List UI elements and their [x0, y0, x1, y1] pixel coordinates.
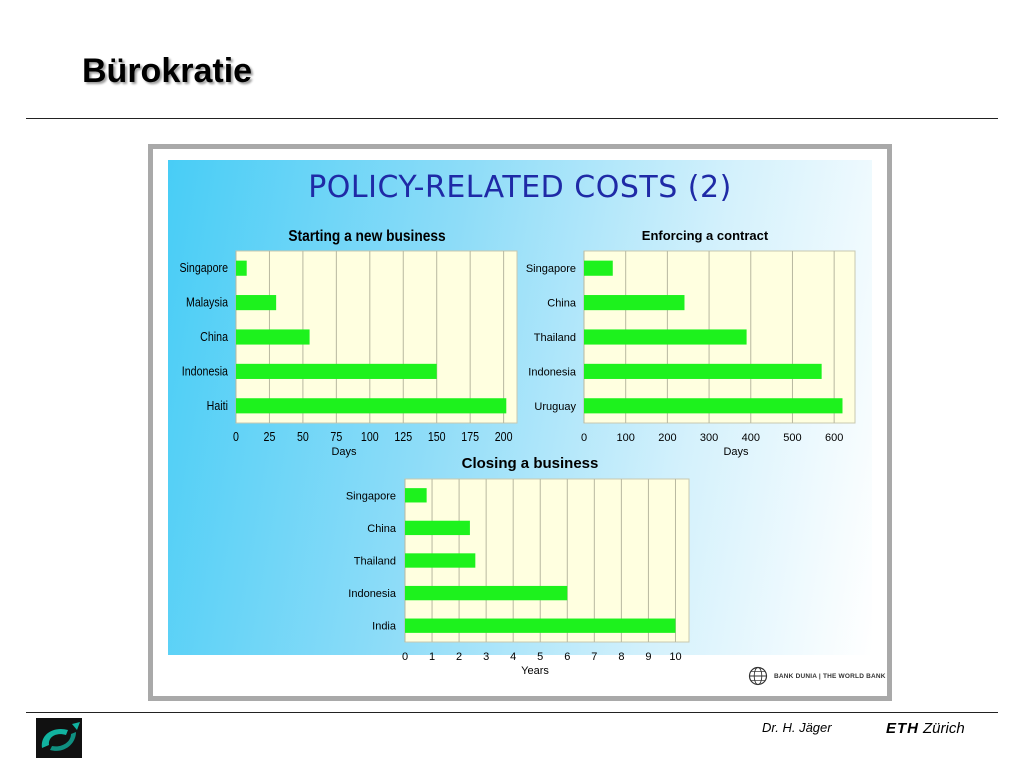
- eth-city: Zürich: [923, 720, 965, 737]
- bar: [236, 398, 506, 413]
- bar: [405, 488, 427, 502]
- category-label: Singapore: [179, 260, 229, 276]
- x-tick-label: 600: [824, 432, 844, 444]
- x-tick-label: 0: [401, 651, 409, 663]
- x-tick-label: 10: [669, 651, 682, 663]
- x-tick-label: 100: [360, 428, 379, 445]
- bar: [405, 521, 470, 535]
- bar: [584, 398, 842, 413]
- category-label: Indonesia: [348, 588, 396, 601]
- x-tick-label: 100: [616, 432, 635, 444]
- x-tick-label: 500: [783, 432, 802, 444]
- x-tick-label: 4: [510, 651, 517, 663]
- x-axis-label: Days: [331, 446, 357, 458]
- x-axis-label: Days: [723, 446, 749, 458]
- footer-rule: [26, 712, 998, 713]
- footer-author: Dr. H. Jäger: [762, 720, 832, 735]
- x-tick-label: 8: [618, 651, 625, 663]
- x-tick-label: 125: [394, 428, 413, 445]
- x-tick-label: 0: [233, 428, 239, 445]
- bar: [584, 329, 747, 344]
- chart-2: [526, 228, 855, 458]
- category-label: Uruguay: [534, 400, 576, 413]
- category-label: China: [367, 522, 396, 535]
- slide-title: Bürokratie: [82, 52, 253, 90]
- x-tick-label: 200: [494, 428, 513, 445]
- x-tick-label: 7: [591, 651, 598, 663]
- chart-title: Starting a new business: [288, 227, 446, 246]
- x-tick-label: 300: [699, 432, 719, 444]
- eth-wordmark: ETH: [886, 720, 919, 737]
- x-tick-label: 0: [580, 432, 588, 444]
- chart-title: Closing a business: [461, 455, 599, 472]
- bar: [236, 329, 310, 344]
- category-label: China: [547, 297, 576, 310]
- globe-icon: [748, 666, 768, 686]
- x-tick-label: 75: [330, 428, 343, 445]
- x-tick-label: 175: [461, 428, 480, 445]
- eth-logo-icon: [36, 718, 82, 758]
- world-bank-logo-text: BANK DUNIA | THE WORLD BANK: [774, 672, 886, 680]
- x-tick-label: 150: [427, 428, 446, 445]
- bar: [405, 619, 675, 633]
- bar: [236, 261, 247, 276]
- category-label: China: [200, 328, 229, 345]
- category-label: Haiti: [206, 397, 229, 414]
- x-axis-label: Years: [521, 665, 549, 677]
- chart-1: [179, 227, 517, 458]
- x-tick-label: 1: [428, 651, 436, 663]
- category-label: Thailand: [533, 332, 576, 344]
- x-tick-label: 6: [564, 651, 571, 663]
- bar: [584, 261, 613, 276]
- category-label: Malaysia: [185, 294, 229, 310]
- bar: [236, 295, 276, 310]
- chart-title: Enforcing a contract: [641, 228, 769, 243]
- figure-title: POLICY-RELATED COSTS (2): [308, 170, 732, 205]
- x-tick-label: 400: [741, 432, 760, 444]
- category-label: Indonesia: [181, 363, 229, 379]
- world-bank-logo: [748, 666, 886, 686]
- x-tick-label: 2: [456, 651, 463, 663]
- x-tick-label: 3: [483, 651, 490, 663]
- category-label: India: [372, 620, 396, 633]
- chart-3: [346, 455, 689, 677]
- category-label: Thailand: [353, 555, 396, 568]
- x-tick-label: 200: [658, 432, 677, 444]
- x-tick-label: 9: [645, 651, 652, 663]
- bar: [584, 364, 822, 379]
- bar: [405, 586, 567, 600]
- x-tick-label: 5: [537, 651, 544, 663]
- category-label: Singapore: [345, 490, 396, 503]
- footer-institution: [886, 720, 965, 737]
- bar: [236, 364, 437, 379]
- x-tick-label: 25: [263, 428, 276, 445]
- category-label: Indonesia: [528, 366, 576, 379]
- bar: [405, 553, 475, 567]
- category-label: Singapore: [525, 263, 576, 276]
- bar: [584, 295, 684, 310]
- x-tick-label: 50: [296, 428, 309, 445]
